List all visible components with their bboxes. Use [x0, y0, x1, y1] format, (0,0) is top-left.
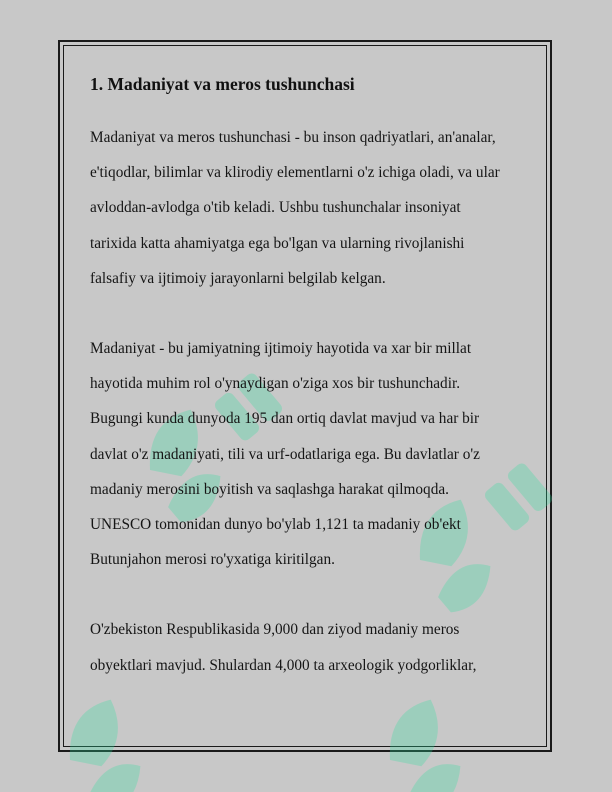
paragraph-line: UNESCO tomonidan dunyo bo'ylab 1,121 ta madaniy ob'ekt — [90, 516, 461, 534]
paragraph-line: e'tiqodlar, bilimlar va klirodiy elementlarni o'z ichiga oladi, va ular — [90, 164, 500, 182]
paragraph-2 — [90, 331, 530, 577]
paragraph-line: Madaniyat - bu jamiyatning ijtimoiy hayotida va xar bir millat — [90, 340, 472, 358]
document-body — [90, 72, 530, 683]
paragraph-line: hayotida muhim rol o'ynaydigan o'ziga xos bir tushunchadir. — [90, 375, 461, 393]
paragraph-1 — [90, 120, 530, 296]
paragraph-line: davlat o'z madaniyati, tili va urf-odatlariga ega. Bu davlatlar o'z — [90, 445, 480, 463]
paragraph-line: Butunjahon merosi ro'yxatiga kiritilgan. — [90, 551, 335, 569]
paragraph-line: obyektlari mavjud. Shulardan 4,000 ta arxeologik yodgorliklar, — [90, 656, 477, 674]
paragraph-line: Madaniyat va meros tushunchasi - bu inson qadriyatlari, an'analar, — [90, 129, 496, 146]
section-heading: 1. Madaniyat va meros tushunchasi — [90, 74, 355, 94]
paragraph-line: O'zbekiston Respublikasida 9,000 dan ziyod madaniy meros — [90, 621, 460, 639]
paragraph-line: madaniy merosini boyitish va saqlashga harakat qilmoqda. — [90, 480, 449, 498]
paragraph-3 — [90, 612, 530, 682]
paragraph-line: Bugungi kunda dunyoda 195 dan ortiq davlat mavjud va har bir — [90, 410, 480, 428]
paragraph-line: tarixida katta ahamiyatga ega bo'lgan va ularning rivojlanishi — [90, 234, 465, 252]
paragraph-line: falsafiy va ijtimoiy jarayonlarni belgilab kelgan. — [90, 269, 386, 287]
paragraph-line: avloddan-avlodga o'tib keladi. Ushbu tushunchalar insoniyat — [90, 199, 461, 217]
